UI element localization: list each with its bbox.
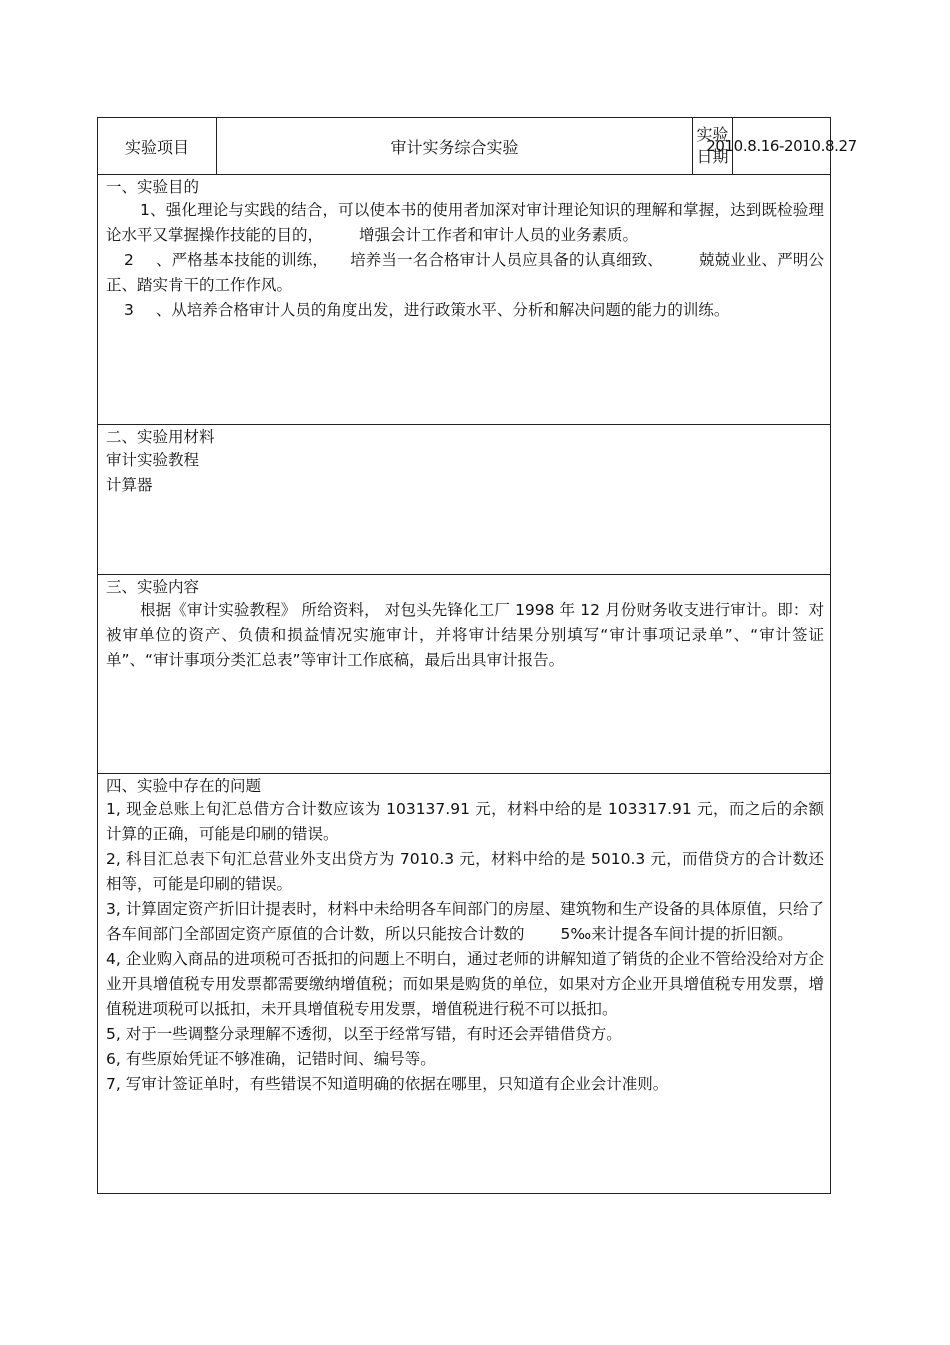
project-label: 实验项目 — [98, 118, 217, 174]
problem-item-3: 3, 计算固定资产折旧计提表时，材料中未给明各车间部门的房屋、建筑物和生产设备的具体原值，只给了各车间部门全部固定资产原值的合计数，所以只能按合计数的 5‰来计提各车间计提的折旧额。 — [106, 900, 824, 943]
section-content — [98, 575, 830, 774]
problem-item-7: 7, 写审计签证单时，有些错误不知道明确的依据在哪里，只知道有企业会计准则。 — [106, 1075, 669, 1093]
section-title: 一、实验目的 — [106, 178, 200, 196]
problem-item-1: 1, 现金总账上旬汇总借方合计数应该为 103137.91 元，材料中给的是 103317.91 元，而之后的余额计算的正确，可能是印刷的错误。 — [106, 800, 824, 843]
material-item: 计算器 — [106, 476, 153, 494]
section-title: 三、实验内容 — [106, 578, 200, 596]
depreciation-rate: 5‰ — [560, 925, 592, 943]
project-name: 审计实务综合实验 — [217, 118, 693, 174]
purpose-item-2: 2 、严格基本技能的训练， 培养当一名合格审计人员应具备的认真细致、 兢兢业业、严明公正、踏实肯干的工作作风。 — [106, 251, 824, 294]
purpose-item-1: 1、强化理论与实践的结合，可以使本书的使用者加深对审计理论知识的理解和掌握，达到既检验理论水平又掌握操作技能的目的， 增强会计工作者和审计人员的业务素质。 — [106, 201, 824, 244]
material-item: 审计实验教程 — [106, 451, 200, 469]
section-title: 四、实验中存在的问题 — [106, 777, 262, 795]
report-table — [97, 117, 857, 1194]
section-problems — [98, 774, 830, 1195]
section-materials — [98, 425, 830, 575]
content-paragraph: 根据《审计实验教程》 所给资料， 对包头先锋化工厂 1998 年 12 月份财务收支进行审计。即：对被审单位的资产、负债和损益情况实施审计，并将审计结果分别填写“审计事项记录单”、“审计签证单”、“审计事项分类汇总表”等审计工作底稿，最后出具审计报告。 — [106, 601, 824, 669]
problem-item-5: 5, 对于一些调整分录理解不透彻，以至于经常写错，有时还会弄错借贷方。 — [106, 1025, 622, 1043]
date-range: 2010.8.16-2010.8.27 — [706, 137, 857, 155]
section-title: 二、实验用材料 — [106, 428, 215, 446]
problem-item-4: 4, 企业购入商品的进项税可否抵扣的问题上不明白，通过老师的讲解知道了销货的企业不管给没给对方企业开具增值税专用发票都需要缴纳增值税；而如果是购货的单位，如果对方企业开具增值税专用发票，增值税进项税可以抵扣，未开具增值税专用发票，增值税进行税不可以抵扣。 — [106, 950, 824, 1018]
problem-item-2: 2, 科目汇总表下旬汇总营业外支出贷方为 7010.3 元，材料中给的是 5010.3 元，而借贷方的合计数还相等，可能是印刷的错误。 — [106, 850, 824, 893]
section-purpose — [98, 175, 830, 425]
date-label-line1: 实验 — [696, 125, 729, 144]
date-label-line2: 日期 — [696, 147, 729, 166]
problem-item-6: 6, 有些原始凭证不够准确，记错时间、编号等。 — [106, 1050, 436, 1068]
header-row — [98, 118, 857, 175]
purpose-item-3: 3 、从培养合格审计人员的角度出发，进行政策水平、分析和解决问题的能力的训练。 — [124, 301, 730, 319]
